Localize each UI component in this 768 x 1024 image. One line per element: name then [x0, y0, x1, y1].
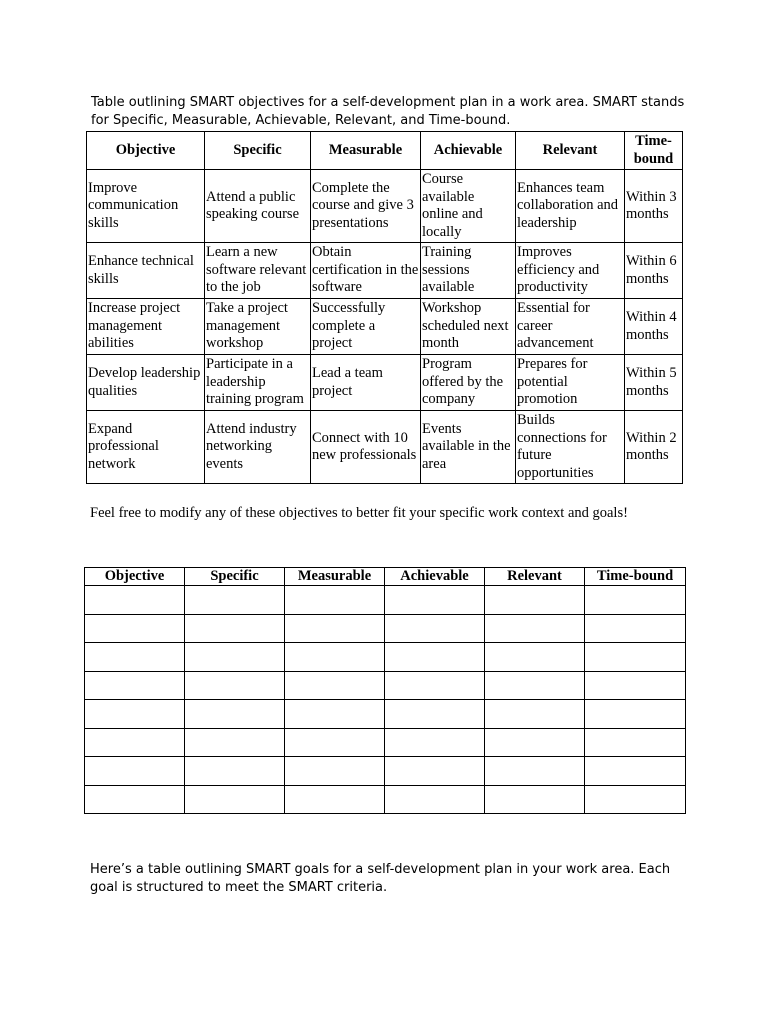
template-cell[interactable]	[185, 700, 285, 729]
template-cell[interactable]	[85, 586, 185, 615]
table-cell: Within 4 months	[625, 299, 683, 355]
template-cell[interactable]	[485, 671, 585, 700]
table-cell: Training sessions available	[421, 243, 516, 299]
table-cell: Develop leadership qualities	[87, 355, 205, 411]
template-cell[interactable]	[485, 785, 585, 814]
template-cell[interactable]	[85, 671, 185, 700]
template-header-objective: Objective	[85, 568, 185, 586]
modify-note: Feel free to modify any of these objectives to better fit your specific work context and goals!	[90, 505, 628, 521]
template-cell[interactable]	[385, 586, 485, 615]
template-row	[85, 671, 686, 700]
template-cell[interactable]	[85, 757, 185, 786]
template-row	[85, 757, 686, 786]
table-row	[87, 355, 683, 411]
table-cell: Within 5 months	[625, 355, 683, 411]
template-cell[interactable]	[185, 586, 285, 615]
table-cell: Essential for career advancement	[516, 299, 625, 355]
table-cell: Expand professional network	[87, 411, 205, 484]
template-cell[interactable]	[185, 785, 285, 814]
template-cell[interactable]	[185, 671, 285, 700]
table-cell: Complete the course and give 3 presentations	[311, 170, 421, 243]
table-cell: Lead a team project	[311, 355, 421, 411]
template-cell[interactable]	[185, 614, 285, 643]
template-cell[interactable]	[585, 671, 686, 700]
template-row	[85, 785, 686, 814]
table-cell: Connect with 10 new professionals	[311, 411, 421, 484]
header-time-bound: Time-bound	[625, 132, 683, 170]
table-cell: Program offered by the company	[421, 355, 516, 411]
template-cell[interactable]	[385, 671, 485, 700]
template-header-row	[85, 568, 686, 586]
header-objective: Objective	[87, 132, 205, 170]
template-cell[interactable]	[485, 757, 585, 786]
table-cell: Course available online and locally	[421, 170, 516, 243]
template-cell[interactable]	[385, 614, 485, 643]
template-cell[interactable]	[85, 700, 185, 729]
template-row	[85, 728, 686, 757]
template-cell[interactable]	[385, 757, 485, 786]
template-cell[interactable]	[585, 700, 686, 729]
template-cell[interactable]	[485, 728, 585, 757]
table-row	[87, 170, 683, 243]
template-cell[interactable]	[285, 700, 385, 729]
template-cell[interactable]	[85, 643, 185, 672]
template-cell[interactable]	[585, 586, 686, 615]
template-cell[interactable]	[285, 643, 385, 672]
template-cell[interactable]	[185, 728, 285, 757]
outro-paragraph: Here’s a table outlining SMART goals for a self-development plan in your work area. Each goal is structured to meet the SMART criteria.	[90, 862, 671, 895]
template-cell[interactable]	[185, 757, 285, 786]
template-cell[interactable]	[285, 728, 385, 757]
template-header-measurable: Measurable	[285, 568, 385, 586]
header-specific: Specific	[205, 132, 311, 170]
table-cell: Workshop scheduled next month	[421, 299, 516, 355]
template-cell[interactable]	[185, 643, 285, 672]
table-cell: Learn a new software relevant to the job	[205, 243, 311, 299]
blank-smart-template-table	[84, 567, 686, 814]
header-relevant: Relevant	[516, 132, 625, 170]
template-row	[85, 700, 686, 729]
table-header-row	[87, 132, 683, 170]
table-row	[87, 411, 683, 484]
template-cell[interactable]	[85, 785, 185, 814]
table-row	[87, 243, 683, 299]
table-row	[87, 299, 683, 355]
table-cell: Improve communication skills	[87, 170, 205, 243]
template-cell[interactable]	[385, 700, 485, 729]
template-cell[interactable]	[85, 614, 185, 643]
template-cell[interactable]	[585, 643, 686, 672]
template-cell[interactable]	[285, 785, 385, 814]
template-row	[85, 614, 686, 643]
template-cell[interactable]	[285, 586, 385, 615]
table-cell: Builds connections for future opportunities	[516, 411, 625, 484]
template-cell[interactable]	[285, 757, 385, 786]
table-cell: Improves efficiency and productivity	[516, 243, 625, 299]
table-cell: Prepares for potential promotion	[516, 355, 625, 411]
table-cell: Enhance technical skills	[87, 243, 205, 299]
template-cell[interactable]	[285, 671, 385, 700]
header-achievable: Achievable	[421, 132, 516, 170]
template-cell[interactable]	[485, 643, 585, 672]
template-cell[interactable]	[585, 785, 686, 814]
template-cell[interactable]	[485, 700, 585, 729]
template-header-relevant: Relevant	[485, 568, 585, 586]
template-row	[85, 643, 686, 672]
table-cell: Enhances team collaboration and leadership	[516, 170, 625, 243]
table-cell: Within 2 months	[625, 411, 683, 484]
template-cell[interactable]	[285, 614, 385, 643]
table-cell: Events available in the area	[421, 411, 516, 484]
header-measurable: Measurable	[311, 132, 421, 170]
template-cell[interactable]	[385, 728, 485, 757]
template-header-time-bound: Time-bound	[585, 568, 686, 586]
template-cell[interactable]	[385, 643, 485, 672]
intro-paragraph: Table outlining SMART objectives for a self-development plan in a work area. SMART stands for Specific, Measurable, Achievable, Relevant, and Time-bound.	[91, 95, 685, 128]
template-cell[interactable]	[585, 614, 686, 643]
template-cell[interactable]	[385, 785, 485, 814]
table-cell: Obtain certification in the software	[311, 243, 421, 299]
table-cell: Attend a public speaking course	[205, 170, 311, 243]
smart-objectives-table	[86, 131, 683, 484]
template-cell[interactable]	[585, 728, 686, 757]
table-cell: Within 6 months	[625, 243, 683, 299]
template-header-achievable: Achievable	[385, 568, 485, 586]
table-cell: Take a project management workshop	[205, 299, 311, 355]
table-cell: Attend industry networking events	[205, 411, 311, 484]
table-cell: Increase project management abilities	[87, 299, 205, 355]
template-cell[interactable]	[485, 614, 585, 643]
table-cell: Within 3 months	[625, 170, 683, 243]
table-cell: Successfully complete a project	[311, 299, 421, 355]
template-cell[interactable]	[585, 757, 686, 786]
template-cell[interactable]	[485, 586, 585, 615]
table-cell: Participate in a leadership training program	[205, 355, 311, 411]
template-cell[interactable]	[85, 728, 185, 757]
template-row	[85, 586, 686, 615]
template-header-specific: Specific	[185, 568, 285, 586]
